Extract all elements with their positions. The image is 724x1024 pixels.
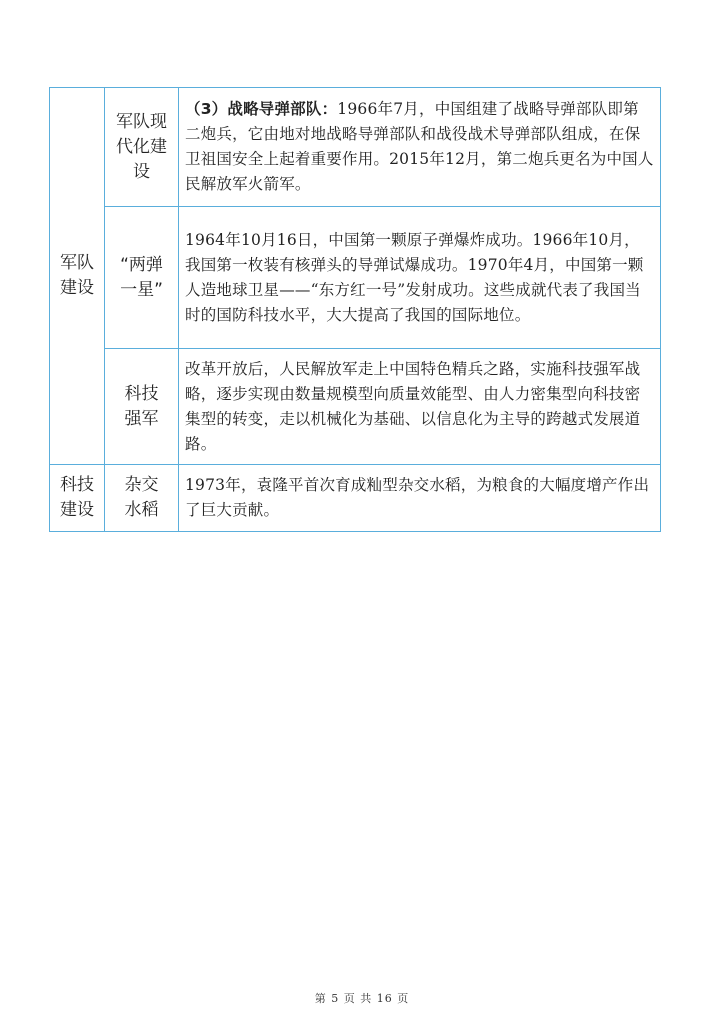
category-label-line: 建设 <box>60 500 94 520</box>
subcategory-label-line: 一星” <box>120 279 163 300</box>
table-row <box>50 88 661 207</box>
table-row <box>50 207 661 349</box>
category-label-line: 建设 <box>60 278 94 298</box>
subcategory-label-line: 军队现 <box>116 111 167 132</box>
subcategory-label-line: 强军 <box>124 408 159 429</box>
subcategory-label-line: “两弹 <box>120 254 163 275</box>
subcategory-label-line: 代化建 <box>116 136 167 157</box>
category-label-line: 军队 <box>60 253 94 273</box>
subcategory-cell <box>105 207 179 349</box>
subcategory-cell <box>105 88 179 207</box>
content-text: 改革开放后，人民解放军走上中国特色精兵之路，实施科技强军战略，逐步实现由数量规模型向质量效能型、由人力密集型向科技密集型的转变，走以机械化为基础、以信息化为主导的跨越式发展道路。 <box>185 359 641 453</box>
subcategory-cell <box>105 465 179 532</box>
subcategory-cell <box>105 349 179 465</box>
category-label-line: 科技 <box>60 475 94 495</box>
subcategory-label-line: 水稻 <box>124 500 159 520</box>
category-cell-military <box>50 88 105 465</box>
content-text: 1973年，袁隆平首次育成籼型杂交水稻，为粮食的大幅度增产作出了巨大贡献。 <box>185 476 650 519</box>
subcategory-label-line: 科技 <box>124 383 159 404</box>
history-table <box>49 87 661 532</box>
content-text: 1964年10月16日，中国第一颗原子弹爆炸成功。1966年10月，我国第一枚装有核弹头的导弹试爆成功。1970年4月，中国第一颗人造地球卫星——“东方红一号”发射成功。这些成就代表了我国当时的国防科技水平，大大提高了我国的国际地位。 <box>185 230 644 324</box>
content-heading: （3）战略导弹部队： <box>185 100 338 118</box>
content-cell <box>179 207 661 349</box>
content-text: 1966年7月，中国组建了战略导弹部队即第二炮兵，它由地对地战略导弹部队和战役战术导弹部队组成，在保卫祖国安全上起着重要作用。2015年12月，第二炮兵更名为中国人民解放军火箭军。 <box>185 100 654 193</box>
page-number-footer: 第 5 页 共 16 页 <box>314 992 410 1005</box>
subcategory-label-line: 设 <box>133 161 150 182</box>
content-cell <box>179 349 661 465</box>
table-row <box>50 465 661 532</box>
content-cell <box>179 465 661 532</box>
subcategory-label-line: 杂交 <box>124 475 159 495</box>
content-cell <box>179 88 661 207</box>
category-cell-tech <box>50 465 105 532</box>
table-row <box>50 349 661 465</box>
